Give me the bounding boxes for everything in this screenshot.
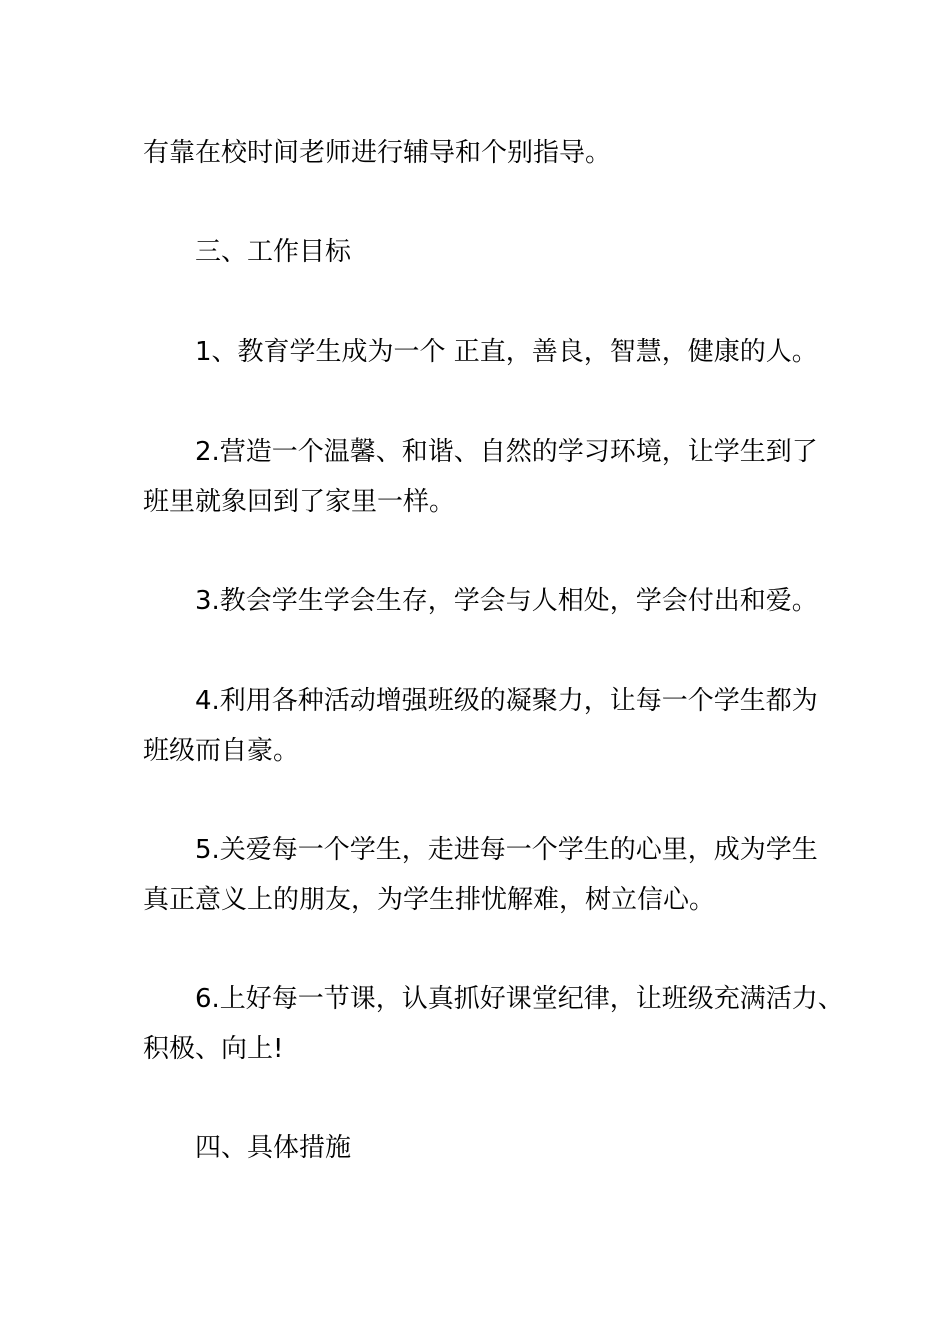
- goal-item-4-line-2: 班级而自豪。: [143, 736, 300, 766]
- paragraph-line-continuation: 有靠在校时间老师进行辅导和个别指导。: [143, 138, 612, 168]
- section-heading-measures: 四、具体措施: [195, 1133, 352, 1163]
- goal-item-1: 1、教育学生成为一个 正直，善良，智慧，健康的人。: [195, 337, 818, 367]
- goal-item-2-line-2: 班里就象回到了家里一样。: [143, 487, 456, 517]
- goal-item-2-line-1: 2.营造一个温馨、和谐、自然的学习环境，让学生到了: [195, 437, 818, 467]
- goal-item-6-line-2: 积极、向上!: [143, 1034, 284, 1064]
- goal-item-6-line-1: 6.上好每一节课，认真抓好课堂纪律，让班级充满活力、: [195, 984, 844, 1014]
- goal-item-5-line-2: 真正意义上的朋友，为学生排忧解难，树立信心。: [143, 885, 716, 915]
- goal-item-3: 3.教会学生学会生存，学会与人相处，学会付出和爱。: [195, 586, 818, 616]
- goal-item-4-line-1: 4.利用各种活动增强班级的凝聚力，让每一个学生都为: [195, 686, 818, 716]
- goal-item-5-line-1: 5.关爱每一个学生，走进每一个学生的心里，成为学生: [195, 835, 818, 865]
- section-heading-goals: 三、工作目标: [195, 237, 352, 267]
